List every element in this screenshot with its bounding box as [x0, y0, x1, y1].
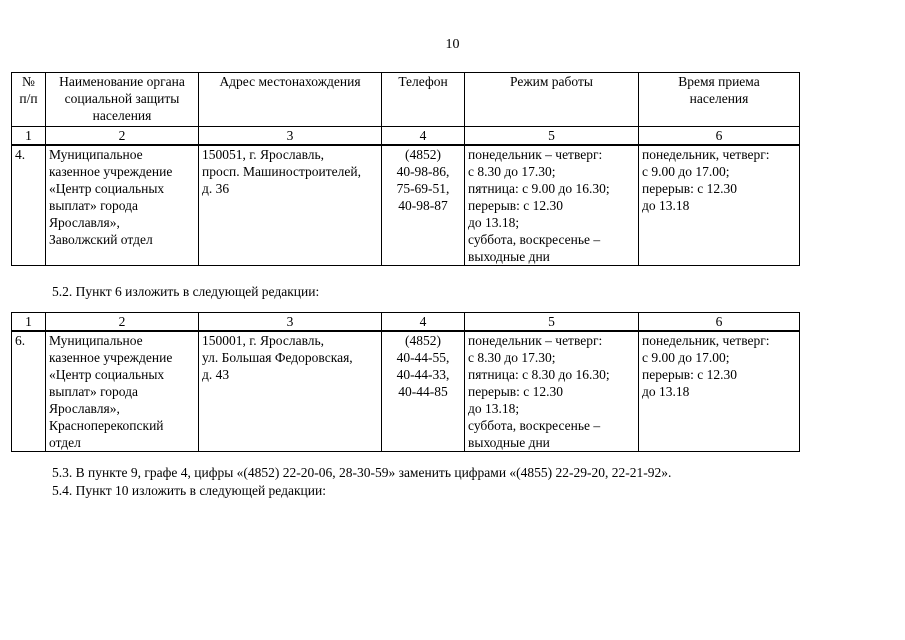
header-address: Адрес местонахождения [199, 73, 382, 127]
table-row [12, 145, 800, 266]
paragraph-5-3: 5.3. В пункте 9, графе 4, цифры «(4852) 22-20-06, 28-30-59» заменить цифрами «(4855) 22-29-20, 22-21-92». [52, 465, 672, 480]
row-name: Муниципальное казенное учреждение «Центр социальных выплат» города Ярославля», Заволжский отдел [46, 145, 199, 266]
col-number: 5 [465, 313, 639, 332]
row-address: 150001, г. Ярославль, ул. Большая Федоровская, д. 43 [199, 331, 382, 452]
column-number-row [12, 127, 800, 146]
header-phone: Телефон [382, 73, 465, 127]
row-phone: (4852) 40-98-86, 75-69-51, 40-98-87 [382, 145, 465, 266]
table-1 [11, 72, 800, 266]
row-reception: понедельник, четверг: с 9.00 до 17.00; перерыв: с 12.30 до 13.18 [639, 145, 800, 266]
col-number: 6 [639, 313, 800, 332]
row-schedule: понедельник – четверг: с 8.30 до 17.30; пятница: с 8.30 до 16.30; перерыв: с 12.30 до 13.18; суббота, воскресенье – выходные дни [465, 331, 639, 452]
col-number: 1 [12, 127, 46, 146]
col-number: 2 [46, 127, 199, 146]
paragraph-5-4: 5.4. Пункт 10 изложить в следующей редакции: [52, 483, 326, 498]
col-number: 6 [639, 127, 800, 146]
paragraph-5-2: 5.2. Пункт 6 изложить в следующей редакции: [52, 284, 320, 299]
col-number: 2 [46, 313, 199, 332]
header-name: Наименование органа социальной защиты населения [46, 73, 199, 127]
row-reception: понедельник, четверг: с 9.00 до 17.00; перерыв: с 12.30 до 13.18 [639, 331, 800, 452]
header-reception: Время приема населения [639, 73, 800, 127]
column-number-row [12, 313, 800, 332]
page-number: 10 [445, 37, 460, 52]
row-name: Муниципальное казенное учреждение «Центр социальных выплат» города Ярославля», Красноперекопский отдел [46, 331, 199, 452]
table-header-row [12, 73, 800, 127]
table-2 [11, 312, 800, 452]
col-number: 4 [382, 127, 465, 146]
header-num: № п/п [12, 73, 46, 127]
row-phone: (4852) 40-44-55, 40-44-33, 40-44-85 [382, 331, 465, 452]
row-address: 150051, г. Ярославль, просп. Машиностроителей, д. 36 [199, 145, 382, 266]
col-number: 3 [199, 127, 382, 146]
col-number: 4 [382, 313, 465, 332]
table-row [12, 331, 800, 452]
col-number: 5 [465, 127, 639, 146]
header-schedule: Режим работы [465, 73, 639, 127]
col-number: 3 [199, 313, 382, 332]
row-num: 6. [12, 331, 46, 452]
col-number: 1 [12, 313, 46, 332]
row-num: 4. [12, 145, 46, 266]
row-schedule: понедельник – четверг: с 8.30 до 17.30; пятница: с 9.00 до 16.30; перерыв: с 12.30 до 13.18; суббота, воскресенье – выходные дни [465, 145, 639, 266]
